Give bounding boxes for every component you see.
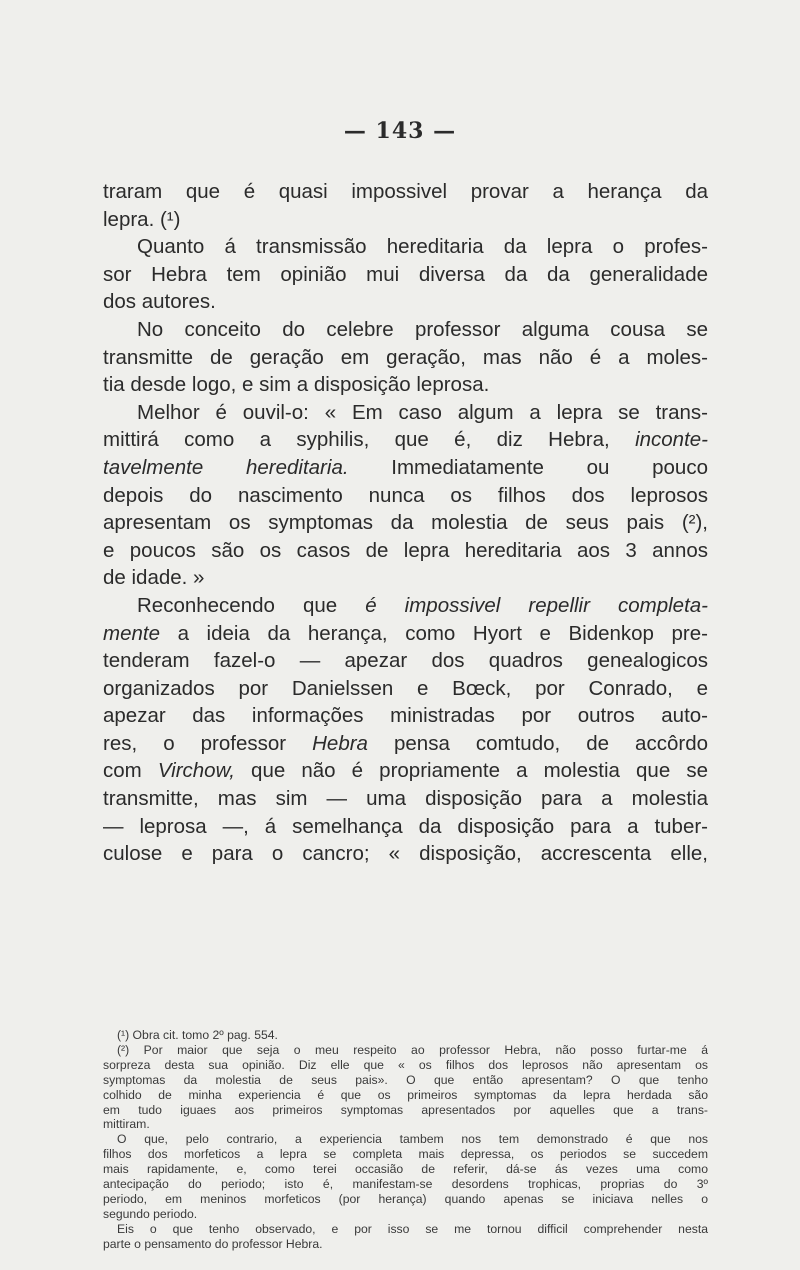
text-line: organizados por Danielssen e Bœck, por Conrado, e xyxy=(103,676,708,700)
text-line: apresentam os symptomas da molestia de seus pais (²), xyxy=(103,511,708,535)
footnote-line: Eis o que tenho observado, e por isso se me tornou difficil comprehender nesta xyxy=(117,1221,708,1236)
page-number: — 143 — xyxy=(343,118,457,144)
text-line: Quanto á transmissão hereditaria da lepra o profes- xyxy=(137,235,708,259)
footnote-line: filhos dos morfeticos a lepra se completa mais depressa, os periodos se succedem xyxy=(103,1147,708,1162)
footnote-line: symptomas da molestia de seus pais». O que então apresentam? O que tenho xyxy=(103,1072,708,1087)
text-line: sor Hebra tem opinião mui diversa da da generalidade xyxy=(103,262,708,286)
text-line: transmitte de geração em geração, mas não é a moles- xyxy=(103,345,708,369)
footnote-line: segundo periodo. xyxy=(103,1206,198,1221)
text-line: culose e para o cancro; « disposição, accrescenta elle, xyxy=(103,842,708,866)
footnotes xyxy=(103,1028,708,1252)
text-line: mente a ideia da herança, como Hyort e Bidenkop pre- xyxy=(103,621,708,645)
footnote-line: mittiram. xyxy=(103,1117,150,1132)
text-line: apezar das informações ministradas por outros auto- xyxy=(103,704,708,728)
text-line: — leprosa —, á semelhança da disposição para a tuber- xyxy=(103,814,708,838)
text-line: tenderam fazel-o — apezar dos quadros genealogicos xyxy=(103,649,708,673)
footnote-line: (¹) Obra cit. tomo 2º pag. 554. xyxy=(117,1028,278,1042)
body-text xyxy=(103,178,708,868)
footnote-line: O que, pelo contrario, a experiencia tambem nos tem demonstrado é que nos xyxy=(117,1132,708,1147)
text-line: e poucos são os casos de lepra hereditaria aos 3 annos xyxy=(103,538,708,562)
text-line: depois do nascimento nunca os filhos dos leprosos xyxy=(103,483,708,507)
text-line: res, o professor Hebra pensa comtudo, de accôrdo xyxy=(103,731,708,755)
text-line: Melhor é ouvil-o: « Em caso algum a lepra se trans- xyxy=(137,400,708,424)
footnote-line: periodo, em meninos morfeticos (por herança) quando apenas se iniciava nelles o xyxy=(103,1191,708,1206)
footnote-line: antecipação do periodo; isto é, manifestam-se desordens trophicas, proprias do 3º xyxy=(103,1177,708,1192)
footnote-line: sorpreza desta sua opinião. Diz elle que « os filhos dos leprosos não apresentam os xyxy=(103,1057,708,1072)
text-line: tavelmente hereditaria. Immediatamente ou pouco xyxy=(103,455,708,479)
footnote-line: colhido de minha experiencia é que os primeiros symptomas da lepra herdada são xyxy=(103,1087,708,1102)
footnote-line: parte o pensamento do professor Hebra. xyxy=(103,1236,323,1251)
text-line: lepra. (¹) xyxy=(103,207,181,231)
text-line: com Virchow, que não é propriamente a molestia que se xyxy=(103,759,708,783)
text-line: de idade. » xyxy=(103,566,205,590)
text-line: dos autores. xyxy=(103,290,216,314)
text-line: tia desde logo, e sim a disposição leprosa. xyxy=(103,373,490,397)
text-line: mittirá como a syphilis, que é, diz Hebra, inconte- xyxy=(103,428,708,452)
text-line: No conceito do celebre professor alguma cousa se xyxy=(137,317,708,341)
footnote-line: (²) Por maior que seja o meu respeito ao professor Hebra, não posso furtar-me á xyxy=(117,1042,708,1057)
text-line: Reconhecendo que é impossivel repellir completa- xyxy=(137,593,708,617)
footnote-line: em tudo iguaes aos primeiros symptomas apresentados por aquelles que a trans- xyxy=(103,1102,708,1117)
text-line: transmitte, mas sim — uma disposição para a molestia xyxy=(103,787,708,811)
text-line: traram que é quasi impossivel provar a herança da xyxy=(103,180,708,203)
footnote-line: mais rapidamente, e, como terei occasião de referir, dá-se ás vezes uma como xyxy=(103,1162,708,1177)
